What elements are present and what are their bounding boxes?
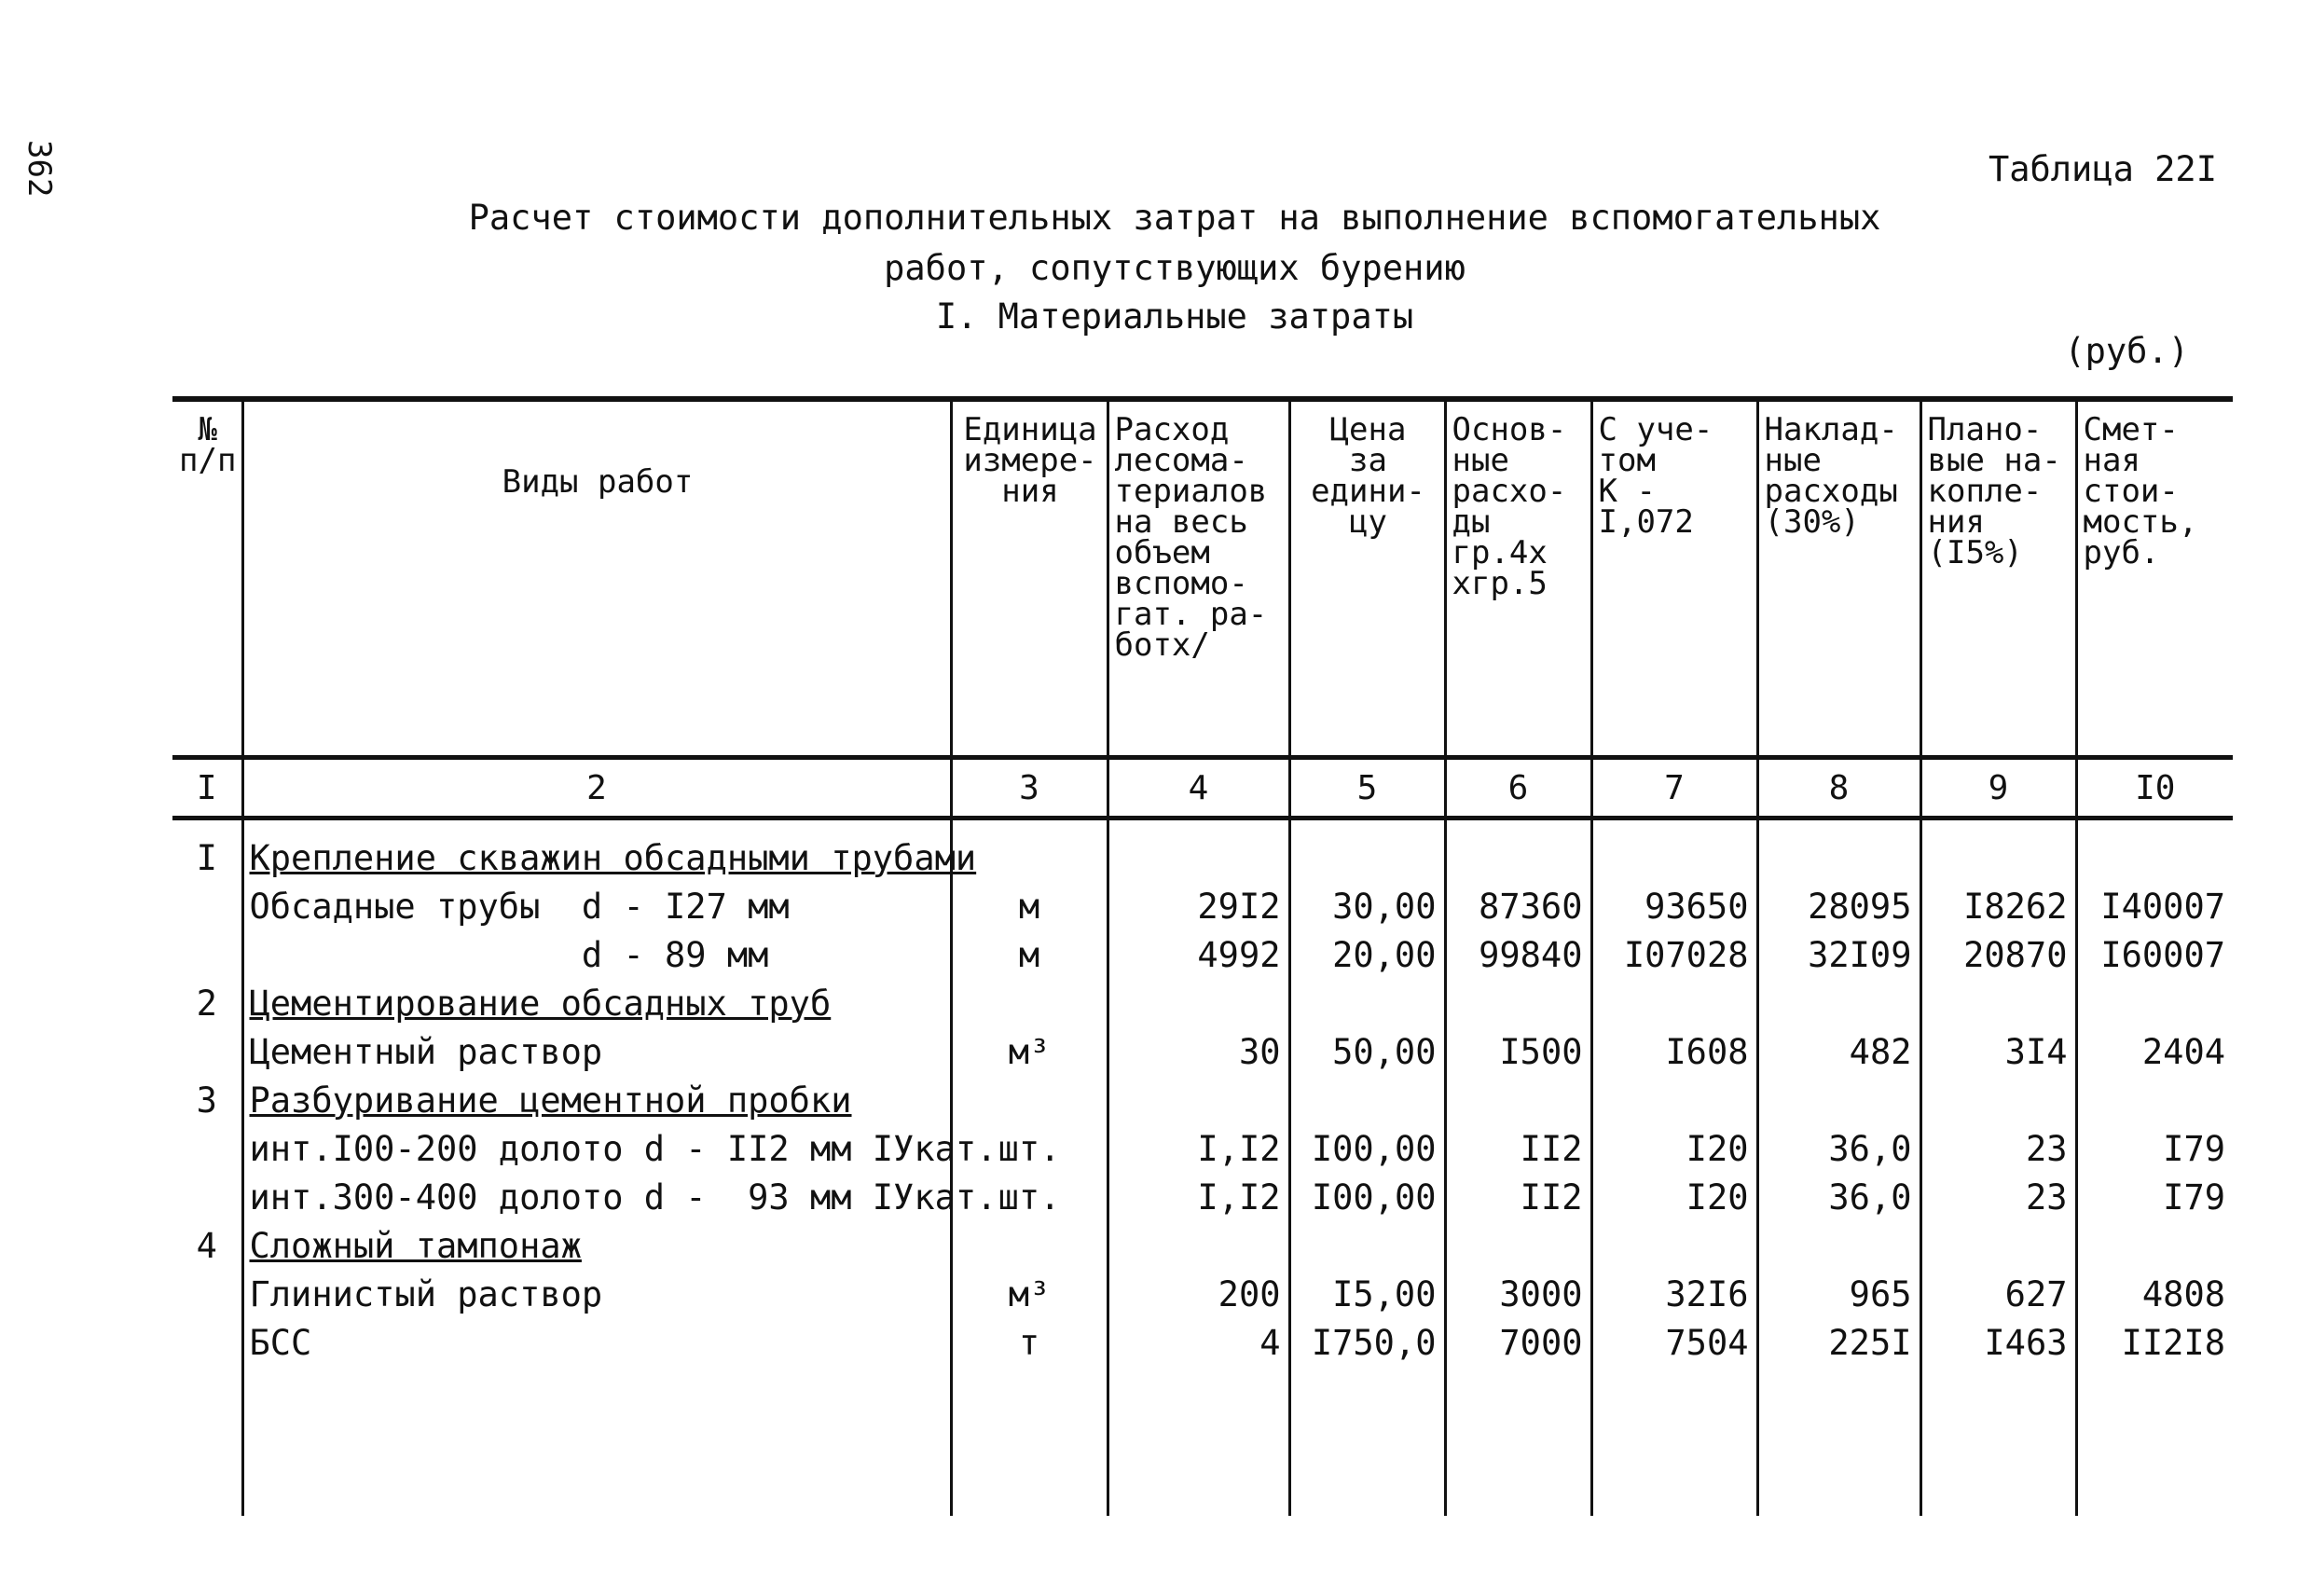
column-number: I0 xyxy=(2076,758,2233,819)
empty-cell xyxy=(1591,1367,1757,1516)
empty-cell xyxy=(1289,1367,1445,1516)
cell-unit: м³ xyxy=(951,1027,1108,1076)
cell-overhead: 32I09 xyxy=(1757,930,1920,979)
table-row xyxy=(172,1318,2233,1367)
cell-material-consumption: 29I2 xyxy=(1108,882,1289,930)
cell-material-consumption: I,I2 xyxy=(1108,1173,1289,1221)
cell-with-coefficient: I07028 xyxy=(1591,930,1757,979)
cell-work-type: Разбуривание цементной пробки xyxy=(242,1076,951,1124)
cell-work-type: инт.300-400 долото d - 93 мм IУкат. xyxy=(242,1173,951,1221)
cell-row-number xyxy=(172,1270,242,1318)
column-number: 5 xyxy=(1289,758,1445,819)
section-row xyxy=(172,819,2233,883)
column-number: 4 xyxy=(1108,758,1289,819)
cell-work-type: d - 89 мм xyxy=(242,930,951,979)
cell-with-coefficient: 93650 xyxy=(1591,882,1757,930)
cell-estimated-cost: I40007 xyxy=(2076,882,2233,930)
cell-work-type: Сложный тампонаж xyxy=(242,1221,951,1270)
cell-work-type: Цементный раствор xyxy=(242,1027,951,1076)
cell-with-coefficient xyxy=(1591,979,1757,1027)
column-number: 3 xyxy=(951,758,1108,819)
header-work-type: Виды работ xyxy=(242,399,951,758)
cell-with-coefficient: I20 xyxy=(1591,1124,1757,1173)
cell-unit xyxy=(951,1076,1108,1124)
document-title-line-1: Расчет стоимости дополнительных затрат на выполнение вспомогательных xyxy=(468,198,1881,238)
cell-base-costs: I500 xyxy=(1445,1027,1591,1076)
cell-overhead xyxy=(1757,1221,1920,1270)
cell-unit: т xyxy=(951,1318,1108,1367)
table-label: Таблица 22I xyxy=(1988,149,2217,189)
cell-planned-savings: 627 xyxy=(1920,1270,2076,1318)
cell-row-number xyxy=(172,1318,242,1367)
cell-base-costs xyxy=(1445,1076,1591,1124)
cell-unit-price: I750,0 xyxy=(1289,1318,1445,1367)
cell-unit xyxy=(951,979,1108,1027)
cost-table xyxy=(172,396,2233,1516)
cell-estimated-cost xyxy=(2076,819,2233,883)
cell-planned-savings xyxy=(1920,1076,2076,1124)
cell-row-number: I xyxy=(196,837,217,878)
table-row xyxy=(172,930,2233,979)
cell-unit: шт. xyxy=(951,1173,1108,1221)
cell-unit-price: 20,00 xyxy=(1289,930,1445,979)
cell-overhead: 36,0 xyxy=(1757,1124,1920,1173)
table-row xyxy=(172,1124,2233,1173)
cell-estimated-cost xyxy=(2076,1221,2233,1270)
cell-unit-price xyxy=(1289,979,1445,1027)
cell-row-number xyxy=(172,930,242,979)
cell-base-costs: 87360 xyxy=(1445,882,1591,930)
cell-planned-savings: 3I4 xyxy=(1920,1027,2076,1076)
cell-overhead: 965 xyxy=(1757,1270,1920,1318)
cell-estimated-cost: I79 xyxy=(2076,1173,2233,1221)
cell-material-consumption: 4992 xyxy=(1108,930,1289,979)
currency-units-note: (руб.) xyxy=(2064,331,2189,371)
cell-work-type: БСС xyxy=(242,1318,951,1367)
cell-overhead: 28095 xyxy=(1757,882,1920,930)
column-number-row xyxy=(172,758,2233,819)
page-number: 362 xyxy=(21,140,58,198)
header-material-consumption: Расход лесома- териалов на весь объем вспомо- гат. ра- ботх/ xyxy=(1108,399,1289,758)
cell-with-coefficient: I608 xyxy=(1591,1027,1757,1076)
cell-row-number xyxy=(172,882,242,930)
column-number: 9 xyxy=(1920,758,2076,819)
empty-cell xyxy=(242,1367,951,1516)
cell-unit-price xyxy=(1289,1221,1445,1270)
cell-base-costs: II2 xyxy=(1445,1173,1591,1221)
cell-estimated-cost xyxy=(2076,1076,2233,1124)
cell-row-number xyxy=(172,1124,242,1173)
cell-unit-price: I00,00 xyxy=(1289,1173,1445,1221)
cell-base-costs: 7000 xyxy=(1445,1318,1591,1367)
empty-cell xyxy=(1445,1367,1591,1516)
cell-estimated-cost: 4808 xyxy=(2076,1270,2233,1318)
cell-planned-savings: 23 xyxy=(1920,1124,2076,1173)
cell-unit-price xyxy=(1289,1076,1445,1124)
document-title-line-2: работ, сопутствующих бурению xyxy=(884,248,1466,288)
cell-row-number: 2 xyxy=(196,983,217,1024)
cell-estimated-cost: I60007 xyxy=(2076,930,2233,979)
header-estimated-cost: Смет- ная стои- мость, руб. xyxy=(2076,399,2233,758)
cell-row-number: 4 xyxy=(196,1225,217,1266)
empty-cell xyxy=(172,1367,242,1516)
cell-planned-savings xyxy=(1920,819,2076,883)
cell-unit: шт. xyxy=(951,1124,1108,1173)
cell-unit-price: 30,00 xyxy=(1289,882,1445,930)
section-title: I. Материальные затраты xyxy=(935,296,1414,337)
header-unit: Единица измере- ния xyxy=(951,399,1108,758)
cell-estimated-cost: 2404 xyxy=(2076,1027,2233,1076)
cell-planned-savings xyxy=(1920,1221,2076,1270)
cell-planned-savings: I463 xyxy=(1920,1318,2076,1367)
cell-overhead: 482 xyxy=(1757,1027,1920,1076)
table-row xyxy=(172,1270,2233,1318)
cell-estimated-cost: II2I8 xyxy=(2076,1318,2233,1367)
cell-unit-price: I00,00 xyxy=(1289,1124,1445,1173)
cell-material-consumption: I,I2 xyxy=(1108,1124,1289,1173)
cell-material-consumption: 4 xyxy=(1108,1318,1289,1367)
cell-base-costs xyxy=(1445,979,1591,1027)
cell-work-type: Цементирование обсадных труб xyxy=(242,979,951,1027)
section-row xyxy=(172,979,2233,1027)
cell-material-consumption xyxy=(1108,1221,1289,1270)
empty-cell xyxy=(951,1367,1108,1516)
column-number: 7 xyxy=(1591,758,1757,819)
empty-cell xyxy=(1920,1367,2076,1516)
cell-unit-price xyxy=(1289,819,1445,883)
cell-material-consumption xyxy=(1108,1076,1289,1124)
cell-base-costs: II2 xyxy=(1445,1124,1591,1173)
cell-material-consumption: 30 xyxy=(1108,1027,1289,1076)
cell-base-costs: 3000 xyxy=(1445,1270,1591,1318)
cell-with-coefficient xyxy=(1591,819,1757,883)
cell-work-type: Обсадные трубы d - I27 мм xyxy=(242,882,951,930)
table-row xyxy=(172,1173,2233,1221)
table-header-row xyxy=(172,399,2233,758)
cell-planned-savings: 23 xyxy=(1920,1173,2076,1221)
empty-cell xyxy=(1757,1367,1920,1516)
header-row-number: № п/п xyxy=(172,399,242,758)
cell-work-type: Глинистый раствор xyxy=(242,1270,951,1318)
cell-work-type: инт.I00-200 долото d - II2 мм IУкат. xyxy=(242,1124,951,1173)
section-row xyxy=(172,1221,2233,1270)
header-overhead: Наклад- ные расходы (30%) xyxy=(1757,399,1920,758)
column-number: 8 xyxy=(1757,758,1920,819)
cell-with-coefficient: 32I6 xyxy=(1591,1270,1757,1318)
cell-work-type: Крепление скважин обсадными трубами xyxy=(242,819,951,883)
cell-unit xyxy=(951,1221,1108,1270)
cell-row-number xyxy=(172,1173,242,1221)
cell-overhead: 225I xyxy=(1757,1318,1920,1367)
empty-cell xyxy=(2076,1367,2233,1516)
cell-with-coefficient xyxy=(1591,1076,1757,1124)
cell-unit: м xyxy=(951,930,1108,979)
cell-overhead xyxy=(1757,819,1920,883)
cell-with-coefficient xyxy=(1591,1221,1757,1270)
cell-estimated-cost xyxy=(2076,979,2233,1027)
header-planned-savings: Плано- вые на- копле- ния (I5%) xyxy=(1920,399,2076,758)
cell-overhead xyxy=(1757,1076,1920,1124)
cell-unit: м xyxy=(951,882,1108,930)
cell-unit: м³ xyxy=(951,1270,1108,1318)
cell-overhead xyxy=(1757,979,1920,1027)
cell-with-coefficient: I20 xyxy=(1591,1173,1757,1221)
cell-base-costs: 99840 xyxy=(1445,930,1591,979)
cell-row-number: 3 xyxy=(196,1080,217,1121)
cell-material-consumption xyxy=(1108,819,1289,883)
cell-base-costs xyxy=(1445,1221,1591,1270)
cell-unit-price: 50,00 xyxy=(1289,1027,1445,1076)
cell-planned-savings: I8262 xyxy=(1920,882,2076,930)
column-number: 6 xyxy=(1445,758,1591,819)
column-number: 2 xyxy=(242,758,951,819)
cell-unit-price: I5,00 xyxy=(1289,1270,1445,1318)
cell-overhead: 36,0 xyxy=(1757,1173,1920,1221)
cell-with-coefficient: 7504 xyxy=(1591,1318,1757,1367)
table-blank-space xyxy=(172,1367,2233,1516)
header-base-costs: Основ- ные расхо- ды гр.4х хгр.5 xyxy=(1445,399,1591,758)
section-row xyxy=(172,1076,2233,1124)
cell-material-consumption: 200 xyxy=(1108,1270,1289,1318)
column-number: I xyxy=(172,758,242,819)
table-row xyxy=(172,1027,2233,1076)
cell-base-costs xyxy=(1445,819,1591,883)
cell-planned-savings: 20870 xyxy=(1920,930,2076,979)
header-with-coefficient: С уче- том К - I,072 xyxy=(1591,399,1757,758)
cell-material-consumption xyxy=(1108,979,1289,1027)
cell-estimated-cost: I79 xyxy=(2076,1124,2233,1173)
cell-row-number xyxy=(172,1027,242,1076)
empty-cell xyxy=(1108,1367,1289,1516)
header-unit-price: Цена за едини- цу xyxy=(1289,399,1445,758)
cell-planned-savings xyxy=(1920,979,2076,1027)
table-row xyxy=(172,882,2233,930)
